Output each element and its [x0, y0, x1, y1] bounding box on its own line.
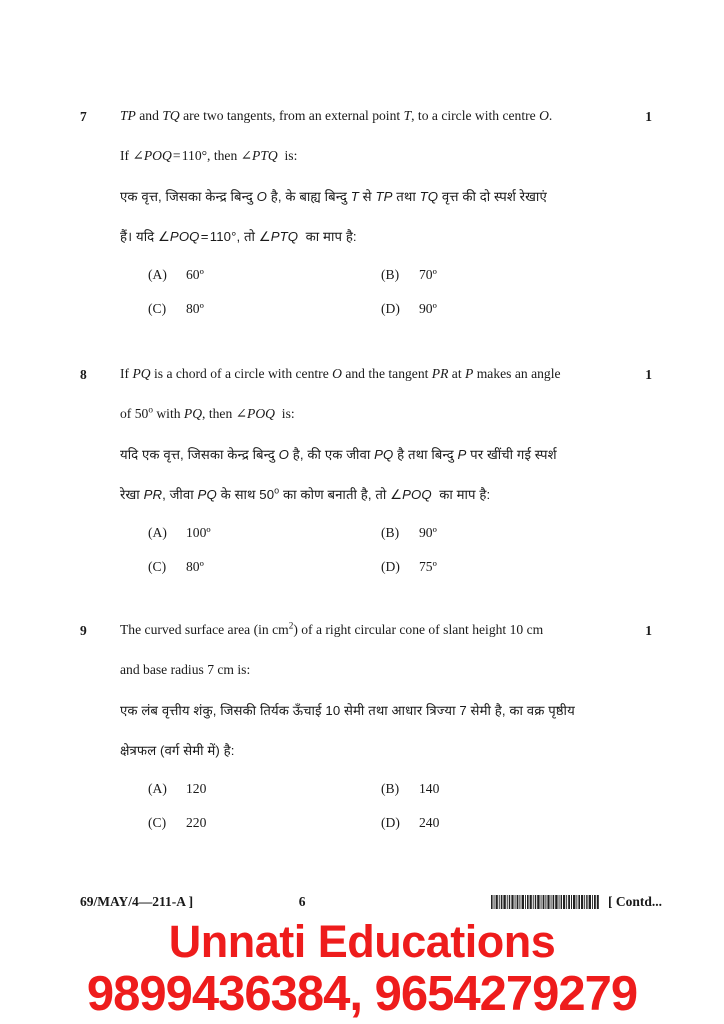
option-b[interactable]: [373, 266, 628, 284]
page-number: 6: [298, 894, 306, 909]
watermark-brand: Unnati Educations: [168, 916, 556, 967]
option-a[interactable]: [120, 266, 373, 284]
option-key: (B): [381, 525, 400, 540]
question-header-row: [80, 106, 652, 318]
question-text-hi-line1: यदि एक वृत्त, जिसका केन्द्र बिन्दु O है, की एक जीवा PQ है तथा बिन्दु P पर खींची गई स्पर्श: [120, 447, 557, 462]
paper-code: 69/MAY/4—211-A ]: [80, 894, 194, 909]
option-row: [120, 300, 628, 318]
contd-label: [ Contd...: [607, 894, 662, 909]
option-key: (C): [148, 559, 167, 574]
question-text-en-line1: TP and TQ are two tangents, from an external point T, to a circle with centre O.: [120, 108, 553, 123]
question-text-hi-line2: क्षेत्रफल (वर्ग सेमी में) है:: [120, 743, 235, 758]
barcode-icon: [491, 895, 599, 909]
option-key: (A): [148, 525, 167, 540]
option-row: [120, 558, 628, 576]
question-text-en-line2: of 50$^o$ with PQ, then ∠POQ is:: [120, 404, 295, 421]
option-key: (C): [148, 301, 167, 316]
option-a[interactable]: [120, 780, 373, 798]
option-value: 240: [419, 815, 440, 830]
question-text-en-line2: If ∠POQ = 110°, then ∠PTQ is:: [120, 148, 298, 163]
option-value: 80º: [186, 559, 204, 574]
option-value: 70º: [419, 267, 437, 282]
question-content: [120, 106, 628, 318]
option-row: [120, 524, 628, 542]
option-b[interactable]: [373, 780, 628, 798]
options-list: [120, 780, 628, 832]
option-key: (C): [148, 815, 167, 830]
option-row: [120, 780, 628, 798]
options-list: [120, 266, 628, 318]
watermark-phone: 9899436384, 9654279279: [86, 967, 638, 1021]
question-text-hi-line2: रेखा PR, जीवा PQ के साथ 50$^o$ का कोण बनाती है, तो ∠POQ का माप है:: [120, 485, 491, 502]
option-value: 120: [186, 781, 207, 796]
option-value: 90º: [419, 525, 437, 540]
question-text-hi-line2: हैं। यदि ∠POQ = 110°, तो ∠PTQ का माप है:: [120, 229, 357, 244]
option-key: (A): [148, 781, 167, 796]
option-row: [120, 266, 628, 284]
question-text-en-line1: If PQ is a chord of a circle with centre O and the tangent PR at P makes an angle: [120, 366, 561, 381]
question-number: 8: [80, 367, 87, 382]
option-value: 100º: [186, 525, 211, 540]
option-c[interactable]: [120, 814, 373, 832]
watermark-overlay: [0, 916, 724, 1022]
question-text-hi-line1: एक लंब वृत्तीय शंकु, जिसकी तिर्यक ऊँचाई 10 सेमी तथा आधार त्रिज्या 7 सेमी है, का वक्र पृष्ठीय: [120, 703, 575, 718]
option-d[interactable]: [373, 558, 628, 576]
question-text-hi-line1: एक वृत्त, जिसका केन्द्र बिन्दु O है, के बाह्य बिन्दु T से TP तथा TQ वृत्त की दो स्पर्श रेखाएं: [120, 189, 547, 204]
question-marks: 1: [645, 623, 652, 638]
option-value: 220: [186, 815, 207, 830]
option-d[interactable]: [373, 300, 628, 318]
option-value: 60º: [186, 267, 204, 282]
option-a[interactable]: [120, 524, 373, 542]
question-content: [120, 364, 628, 576]
option-key: (B): [381, 267, 400, 282]
option-d[interactable]: [373, 814, 628, 832]
question-marks: 1: [645, 367, 652, 382]
question-number: 9: [80, 623, 87, 638]
question-header-row: [80, 364, 652, 576]
option-value: 80º: [186, 301, 204, 316]
page-footer: [80, 894, 662, 910]
question-text-en-line2: and base radius 7 cm is:: [120, 662, 251, 677]
question-block-9: [80, 620, 652, 832]
question-block-8: [80, 364, 652, 576]
option-key: (D): [381, 301, 400, 316]
option-c[interactable]: [120, 300, 373, 318]
question-content: [120, 620, 628, 832]
option-key: (A): [148, 267, 167, 282]
option-value: 90º: [419, 301, 437, 316]
option-key: (B): [381, 781, 400, 796]
option-row: [120, 814, 628, 832]
question-number: 7: [80, 109, 87, 124]
option-key: (D): [381, 559, 400, 574]
options-list: [120, 524, 628, 576]
question-header-row: [80, 620, 652, 832]
option-value: 75º: [419, 559, 437, 574]
question-block-7: [80, 106, 652, 318]
option-c[interactable]: [120, 558, 373, 576]
question-marks: 1: [645, 109, 652, 124]
question-text-en-line1: The curved surface area (in $cm^2$) of a right circular cone of slant height 10 cm: [120, 620, 544, 637]
option-value: 140: [419, 781, 440, 796]
option-key: (D): [381, 815, 400, 830]
footer-right-group: [491, 894, 662, 910]
option-b[interactable]: [373, 524, 628, 542]
